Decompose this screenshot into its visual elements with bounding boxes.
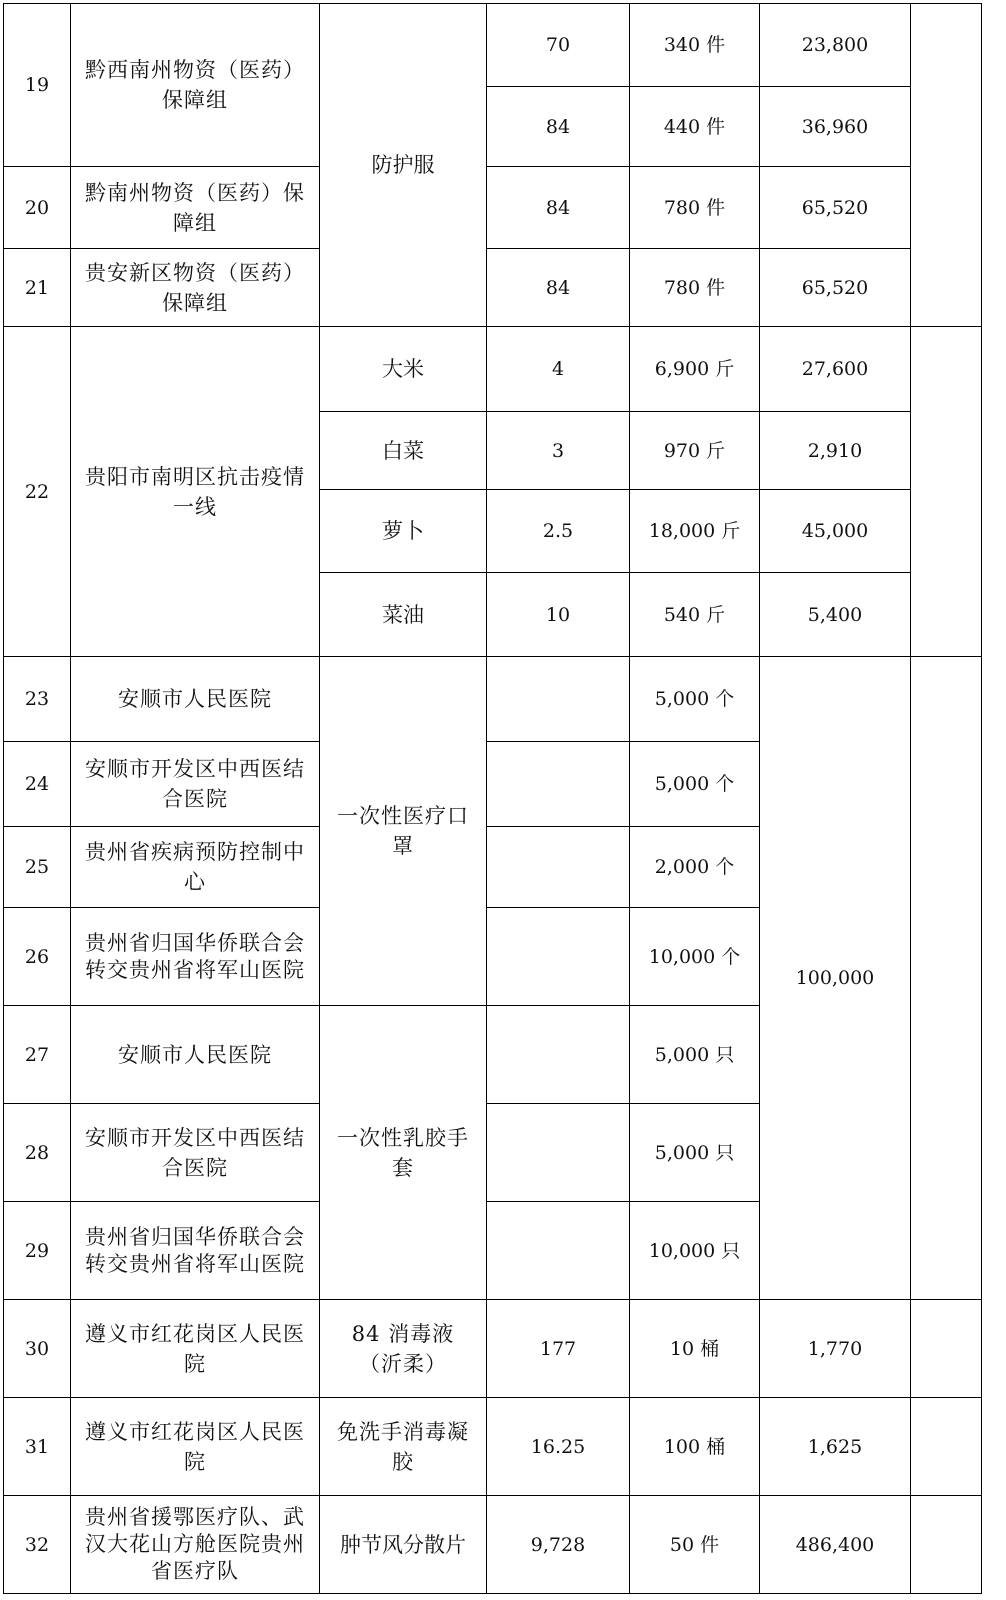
remarks-cell bbox=[911, 1300, 982, 1398]
row-number: 32 bbox=[4, 1496, 71, 1594]
amount-cell: 65,520 bbox=[760, 167, 911, 249]
row-number: 25 bbox=[4, 827, 71, 908]
recipient-cell: 黔南州物资（医药）保障组 bbox=[71, 167, 320, 249]
item-cell: 84 消毒液（沂柔） bbox=[320, 1300, 487, 1398]
recipient-cell: 安顺市人民医院 bbox=[71, 1006, 320, 1104]
row-number: 23 bbox=[4, 657, 71, 742]
row-number: 24 bbox=[4, 742, 71, 827]
recipient-cell: 遵义市红花岗区人民医院 bbox=[71, 1300, 320, 1398]
table-row bbox=[4, 167, 982, 249]
unit-price-cell: 9,728 bbox=[487, 1496, 630, 1594]
quantity-cell: 5,000 只 bbox=[630, 1104, 760, 1202]
quantity-cell: 6,900 斤 bbox=[630, 327, 760, 412]
quantity-cell: 5,000 个 bbox=[630, 742, 760, 827]
item-cell: 萝卜 bbox=[320, 490, 487, 573]
recipient-cell: 黔西南州物资（医药）保障组 bbox=[71, 4, 320, 167]
row-number: 20 bbox=[4, 167, 71, 249]
item-cell: 大米 bbox=[320, 327, 487, 412]
item-cell: 防护服 bbox=[320, 4, 487, 327]
item-cell: 肿节风分散片 bbox=[320, 1496, 487, 1594]
item-cell: 免洗手消毒凝胶 bbox=[320, 1398, 487, 1496]
unit-price-cell: 2.5 bbox=[487, 490, 630, 573]
unit-price-cell: 70 bbox=[487, 4, 630, 87]
recipient-cell: 安顺市开发区中西医结合医院 bbox=[71, 742, 320, 827]
row-number: 30 bbox=[4, 1300, 71, 1398]
donation-table bbox=[3, 3, 982, 1594]
unit-price-cell bbox=[487, 1202, 630, 1300]
amount-cell: 23,800 bbox=[760, 4, 911, 87]
amount-cell: 36,960 bbox=[760, 87, 911, 167]
table-row bbox=[4, 1398, 982, 1496]
row-number: 27 bbox=[4, 1006, 71, 1104]
table-row bbox=[4, 657, 982, 742]
recipient-cell: 贵安新区物资（医药）保障组 bbox=[71, 249, 320, 327]
recipient-cell: 贵州省归国华侨联合会转交贵州省将军山医院 bbox=[71, 908, 320, 1006]
quantity-cell: 2,000 个 bbox=[630, 827, 760, 908]
row-number: 22 bbox=[4, 327, 71, 657]
row-number: 26 bbox=[4, 908, 71, 1006]
recipient-cell: 遵义市红花岗区人民医院 bbox=[71, 1398, 320, 1496]
quantity-cell: 540 斤 bbox=[630, 573, 760, 657]
item-cell: 白菜 bbox=[320, 412, 487, 490]
quantity-cell: 5,000 个 bbox=[630, 657, 760, 742]
unit-price-cell bbox=[487, 1006, 630, 1104]
recipient-cell: 安顺市人民医院 bbox=[71, 657, 320, 742]
amount-cell: 45,000 bbox=[760, 490, 911, 573]
unit-price-cell bbox=[487, 742, 630, 827]
unit-price-cell: 3 bbox=[487, 412, 630, 490]
amount-cell: 1,625 bbox=[760, 1398, 911, 1496]
unit-price-cell: 84 bbox=[487, 87, 630, 167]
recipient-cell: 安顺市开发区中西医结合医院 bbox=[71, 1104, 320, 1202]
row-number: 29 bbox=[4, 1202, 71, 1300]
table-row bbox=[4, 4, 982, 87]
amount-cell: 486,400 bbox=[760, 1496, 911, 1594]
unit-price-cell bbox=[487, 1104, 630, 1202]
remarks-cell bbox=[911, 327, 982, 657]
quantity-cell: 100 桶 bbox=[630, 1398, 760, 1496]
quantity-cell: 10,000 个 bbox=[630, 908, 760, 1006]
unit-price-cell: 84 bbox=[487, 167, 630, 249]
item-cell: 菜油 bbox=[320, 573, 487, 657]
recipient-cell: 贵州省归国华侨联合会转交贵州省将军山医院 bbox=[71, 1202, 320, 1300]
unit-price-cell bbox=[487, 827, 630, 908]
amount-cell: 2,910 bbox=[760, 412, 911, 490]
amount-cell: 27,600 bbox=[760, 327, 911, 412]
unit-price-cell: 4 bbox=[487, 327, 630, 412]
quantity-cell: 18,000 斤 bbox=[630, 490, 760, 573]
quantity-cell: 440 件 bbox=[630, 87, 760, 167]
row-number: 21 bbox=[4, 249, 71, 327]
table-row bbox=[4, 1496, 982, 1594]
item-cell: 一次性医疗口罩 bbox=[320, 657, 487, 1006]
quantity-cell: 10,000 只 bbox=[630, 1202, 760, 1300]
recipient-cell: 贵州省疾病预防控制中心 bbox=[71, 827, 320, 908]
remarks-cell bbox=[911, 657, 982, 1300]
amount-cell: 5,400 bbox=[760, 573, 911, 657]
quantity-cell: 5,000 只 bbox=[630, 1006, 760, 1104]
recipient-cell: 贵州省援鄂医疗队、武汉大花山方舱医院贵州省医疗队 bbox=[71, 1496, 320, 1594]
amount-cell: 1,770 bbox=[760, 1300, 911, 1398]
unit-price-cell bbox=[487, 908, 630, 1006]
quantity-cell: 340 件 bbox=[630, 4, 760, 87]
amount-cell: 65,520 bbox=[760, 249, 911, 327]
quantity-cell: 50 件 bbox=[630, 1496, 760, 1594]
item-cell: 一次性乳胶手套 bbox=[320, 1006, 487, 1300]
remarks-cell bbox=[911, 1496, 982, 1594]
row-number: 28 bbox=[4, 1104, 71, 1202]
unit-price-cell: 16.25 bbox=[487, 1398, 630, 1496]
quantity-cell: 10 桶 bbox=[630, 1300, 760, 1398]
row-number: 19 bbox=[4, 4, 71, 167]
unit-price-cell: 10 bbox=[487, 573, 630, 657]
quantity-cell: 970 斤 bbox=[630, 412, 760, 490]
remarks-cell bbox=[911, 1398, 982, 1496]
unit-price-cell: 177 bbox=[487, 1300, 630, 1398]
quantity-cell: 780 件 bbox=[630, 249, 760, 327]
quantity-cell: 780 件 bbox=[630, 167, 760, 249]
table-row bbox=[4, 1300, 982, 1398]
row-number: 31 bbox=[4, 1398, 71, 1496]
remarks-cell bbox=[911, 4, 982, 327]
unit-price-cell bbox=[487, 657, 630, 742]
table-row bbox=[4, 249, 982, 327]
recipient-cell: 贵阳市南明区抗击疫情一线 bbox=[71, 327, 320, 657]
table-row bbox=[4, 327, 982, 412]
unit-price-cell: 84 bbox=[487, 249, 630, 327]
amount-cell: 100,000 bbox=[760, 657, 911, 1300]
